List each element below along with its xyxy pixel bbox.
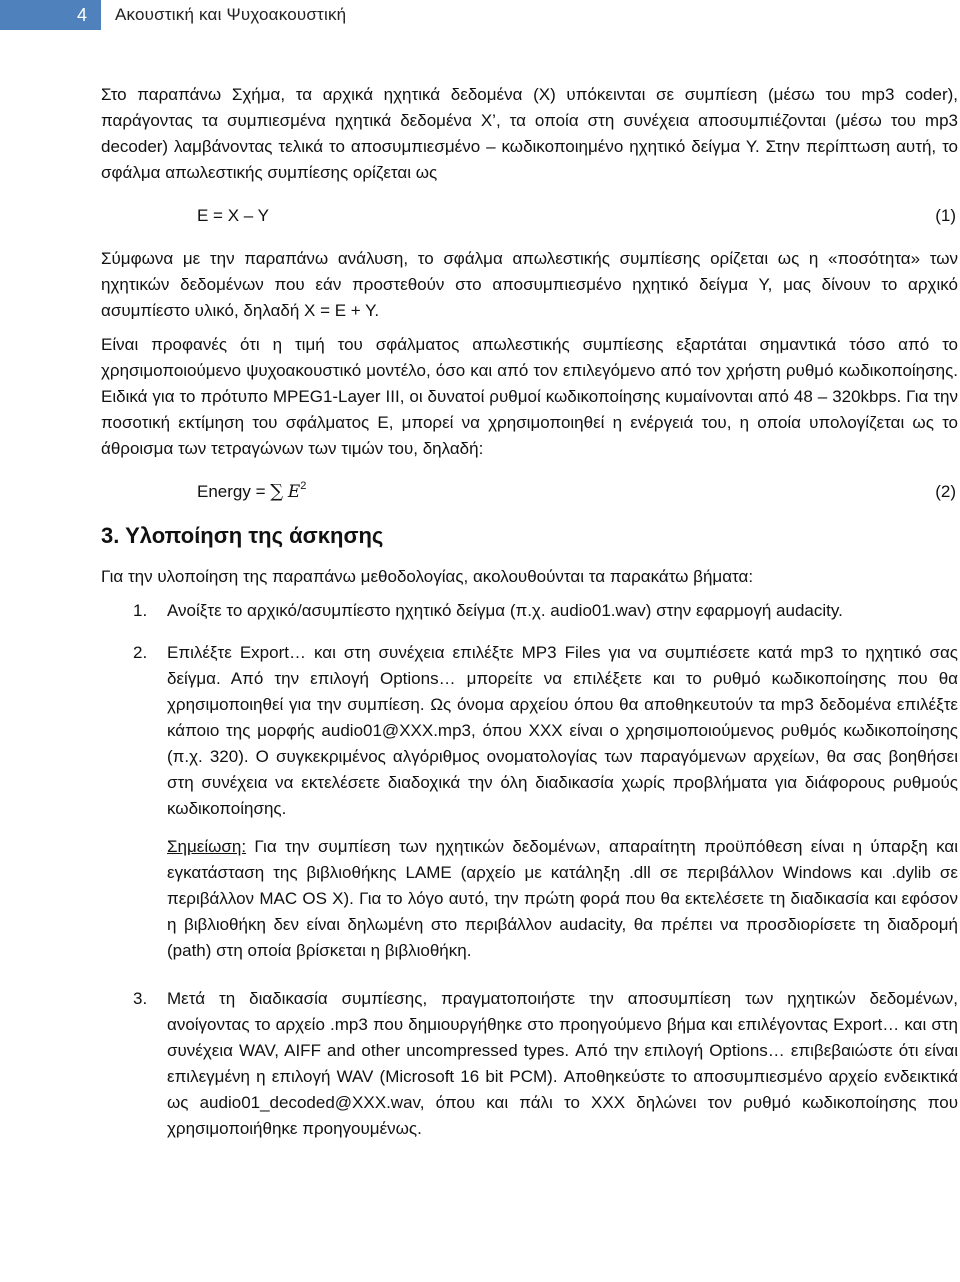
document-body	[101, 82, 958, 1158]
equation-1-formula: Ε = Χ – Υ	[197, 206, 269, 225]
page-number: 4	[0, 0, 101, 30]
paragraph-energy: Είναι προφανές ότι η τιμή του σφάλματος απωλεστικής συμπίεσης εξαρτάται σημαντικά τόσο από το χρησιμοποιούμενο ψυχοακουστικό μοντέλο, όσο και από τον επιλεγόμενο από τον χρήστη ρυθμό κωδικοποίησης. Ειδικά για το πρότυπο MPEG1-Layer III, οι δυνατοί ρυθμοί κωδικοποίησης κυμαίνονται από 48 – 320kbps. Για την ποσοτική εκτίμηση του σφάλματος Ε, μπορεί να χρησιμοποιηθεί η ενέργειά του, η οποία υπολογίζεται ως το άθροισμα των τετραγώνων των τιμών του, δηλαδή:	[101, 335, 958, 458]
step-number: 3.	[133, 989, 148, 1008]
paragraph-analysis: Σύμφωνα με την παραπάνω ανάλυση, το σφάλμα απωλεστικής συμπίεσης ορίζεται ως η «ποσότητα» των ηχητικών δεδομένων που εάν προστεθούν στο αποσυμπιεσμένο ηχητικό δείγμα Υ, μας δίνουν το αρχικό ασυμπίεστο υλικό, δηλαδή Χ = Ε + Υ.	[101, 249, 958, 320]
equation-2-exponent: 2	[300, 480, 307, 492]
equation-2-prefix: Energy =	[197, 482, 271, 501]
step-body	[167, 640, 958, 972]
step-note	[167, 834, 958, 964]
list-item	[101, 986, 958, 1150]
equation-2-number: (2)	[935, 482, 956, 501]
steps-list	[101, 598, 958, 1150]
chapter-title: Ακουστική και Ψυχοακουστική	[115, 5, 347, 24]
step-number: 1.	[133, 601, 148, 620]
page-header	[0, 0, 960, 30]
section-heading: 3. Υλοποίηση της άσκησης	[101, 523, 384, 548]
equation-2-formula	[197, 479, 306, 505]
equation-1-number: (1)	[935, 206, 956, 225]
equation-1	[101, 196, 958, 236]
step-body	[167, 986, 958, 1150]
list-item	[101, 640, 958, 972]
note-text: Για την συμπίεση των ηχητικών δεδομένων, απαραίτητη προϋπόθεση είναι η ύπαρξη και εγκατάσταση της βιβλιοθήκης LAME (αρχείο με κατάληξη .dll σε περιβάλλον Windows και .dylib σε περιβάλλον MAC OS X). Για το λόγο αυτό, την πρώτη φορά που θα εκτελέσετε τη διαδικασία και εφόσον η βιβλιοθήκη δεν είναι δηλωμένη στο περιβάλλον audacity, θα πρέπει να προσδιορίσετε τη διαδρομή (path) στη οποία βρίσκεται η βιβλιοθήκη.	[167, 837, 958, 960]
step-text: Ανοίξτε το αρχικό/ασυμπίεστο ηχητικό δείγμα (π.χ. audio01.wav) στην εφαρμογή audacity.	[167, 601, 843, 620]
step-number: 2.	[133, 643, 148, 662]
step-text: Μετά τη διαδικασία συμπίεσης, πραγματοποιήστε την αποσυμπίεση των ηχητικών δεδομένων, ανοίγοντας το αρχείο .mp3 που δημιουργήθηκε στο προηγούμενο βήμα και επιλέγοντας Export… και στη συνέχεια WAV, AIFF and other uncompressed types. Από την επιλογή Options… επιβεβαιώστε ότι είναι επιλεγμένη η επιλογή WAV (Microsoft 16 bit PCM). Αποθηκεύστε το αποσυμπιεσμένο αρχείο ενδεικτικά ως audio01_decoded@XXX.wav, όπου και πάλι το XXX δηλώνει τον ρυθμό κωδικοποίησης που χρησιμοποιήθηκε προηγουμένως.	[167, 989, 958, 1138]
equation-2-variable: E	[287, 482, 301, 502]
paragraph-intro: Στο παραπάνω Σχήμα, τα αρχικά ηχητικά δεδομένα (Χ) υπόκεινται σε συμπίεση (μέσω του mp3 coder), παράγοντας τα συμπιεσμένα ηχητικά δεδομένα Χ’, τα οποία στη συνέχεια αποσυμπιέζονται (μέσω του mp3 decoder) λαμβάνοντας τελικά το αποσυμπιεσμένο – κωδικοποιημένο ηχητικό δείγμα Υ. Στην περίπτωση αυτή, το σφάλμα απωλεστικής συμπίεσης ορίζεται ως	[101, 85, 958, 182]
step-text: Επιλέξτε Export… και στη συνέχεια επιλέξτε MP3 Files για να συμπιέσετε κατά mp3 το ηχητικό σας δείγμα. Από την επιλογή Options… μπορείτε να επιλέξετε και το ρυθμό κωδικοποίησης που θα χρησιμοποιηθεί για την συμπίεση. Ως όνομα αρχείου όπου θα αποθηκευτούν τα mp3 δεδομένα επιλέξτε κάποιο της μορφής audio01@XXX.mp3, όπου XXX είναι ο χρησιμοποιούμενος ρυθμός κωδικοποίησης (π.χ. 320). Ο συγκεκριμένος αλγόριθμος ονοματολογίας των παραγόμενων αρχείων, θα σας βοηθήσει στη συνέχεια να εκτελέσετε διαδοχικά την όλη διαδικασία χωρίς προβλήματα για διάφορους ρυθμούς κωδικοποίησης.	[167, 643, 958, 818]
sum-symbol: ∑	[270, 481, 284, 502]
note-label: Σημείωση:	[167, 837, 247, 856]
step-body	[167, 598, 958, 632]
steps-intro: Για την υλοποίηση της παραπάνω μεθοδολογίας, ακολουθούνται τα παρακάτω βήματα:	[101, 567, 754, 586]
equation-2	[101, 472, 958, 512]
list-item	[101, 598, 958, 632]
